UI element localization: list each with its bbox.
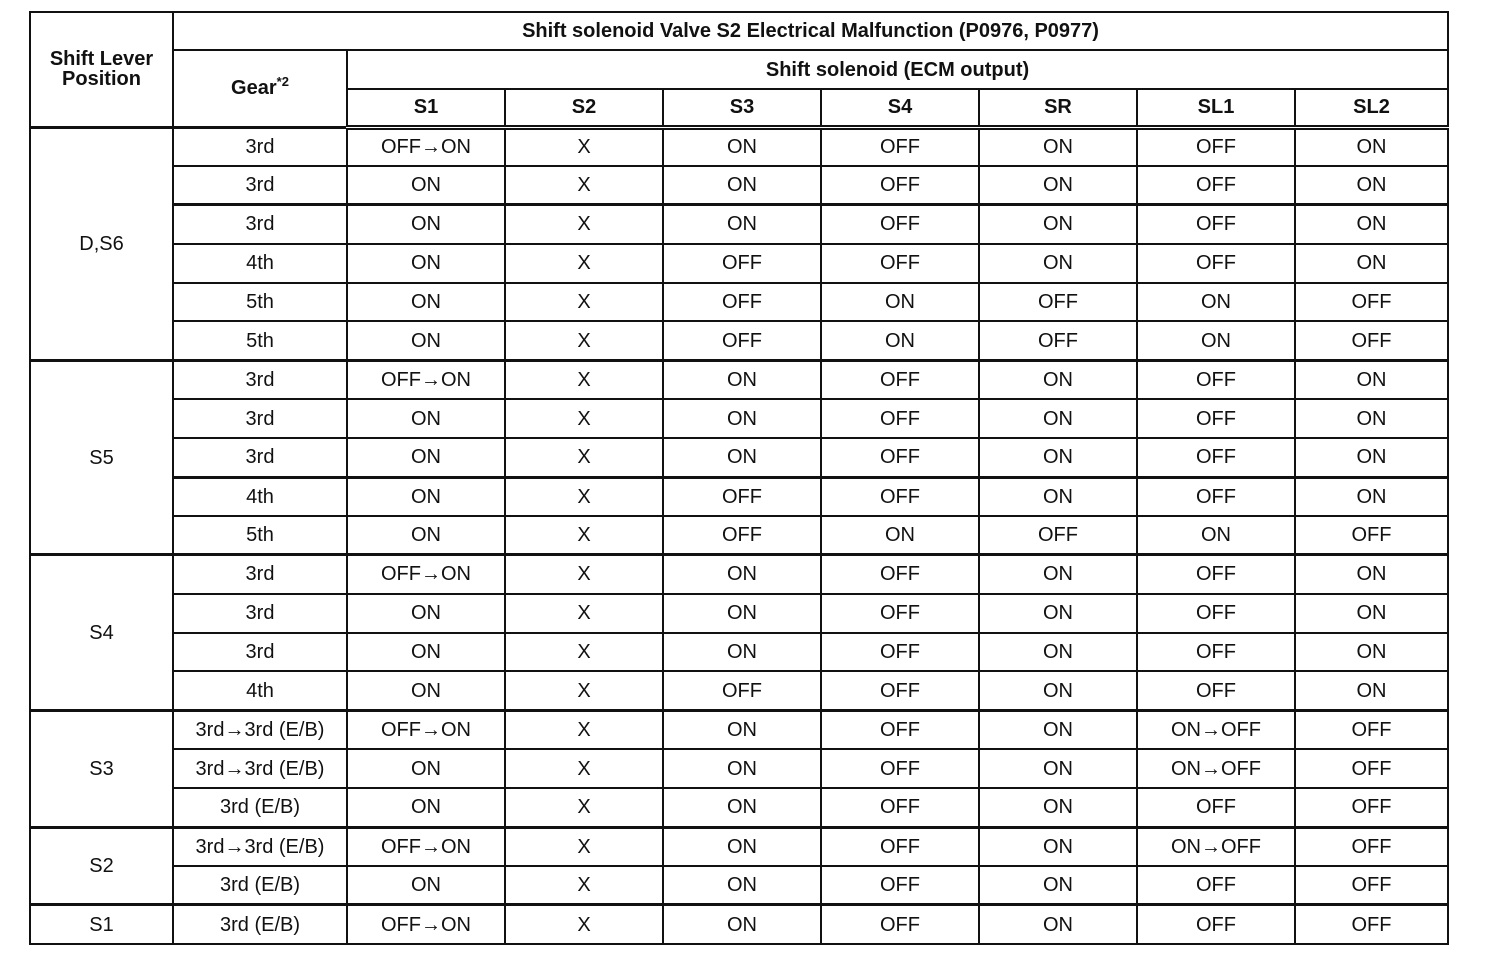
solenoid-s3-cell: ON [663, 788, 821, 827]
solenoid-s3-cell: OFF [663, 321, 821, 360]
solenoid-s2-cell: X [505, 399, 663, 438]
solenoid-s3-cell: OFF [663, 671, 821, 710]
shift-lever-position: S4 [30, 555, 173, 711]
solenoid-s4-cell: OFF [821, 749, 979, 788]
solenoid-sl1-cell: OFF [1137, 399, 1295, 438]
solenoid-sl2-cell: ON [1295, 360, 1448, 399]
solenoid-s1-cell: ON [347, 749, 505, 788]
solenoid-sl1-cell: OFF [1137, 671, 1295, 710]
solenoid-sl2-cell: ON [1295, 244, 1448, 283]
solenoid-sr-cell: ON [979, 749, 1137, 788]
solenoid-s2-cell: X [505, 205, 663, 244]
solenoid-s1-cell: OFF→ON [347, 555, 505, 594]
table-row [30, 516, 1448, 555]
table-header [30, 12, 1448, 127]
gear-cell: 3rd [173, 205, 347, 244]
solenoid-sl1-cell: OFF [1137, 594, 1295, 633]
table-row [30, 710, 1448, 749]
gear-cell: 3rd (E/B) [173, 905, 347, 944]
solenoid-sl1-cell: OFF [1137, 166, 1295, 205]
solenoid-sr-cell: ON [979, 477, 1137, 516]
solenoid-sr-cell: ON [979, 788, 1137, 827]
solenoid-s2-cell: X [505, 671, 663, 710]
solenoid-s2-cell: X [505, 477, 663, 516]
solenoid-sl2-cell: ON [1295, 594, 1448, 633]
gear-cell: 5th [173, 321, 347, 360]
gear-cell: 4th [173, 244, 347, 283]
solenoid-sl2-cell: ON [1295, 438, 1448, 477]
solenoid-sl2-cell: OFF [1295, 749, 1448, 788]
solenoid-s1-cell: ON [347, 633, 505, 672]
gear-label: Gear [231, 77, 277, 100]
solenoid-sl2-cell: OFF [1295, 788, 1448, 827]
solenoid-s3-cell: ON [663, 205, 821, 244]
gear-cell: 3rd [173, 555, 347, 594]
solenoid-s1-cell: ON [347, 671, 505, 710]
solenoid-sl2-cell: OFF [1295, 516, 1448, 555]
solenoid-sr-cell: ON [979, 827, 1137, 866]
solenoid-sr-cell: ON [979, 905, 1137, 944]
solenoid-s1-cell: OFF→ON [347, 827, 505, 866]
solenoid-s2-cell: X [505, 594, 663, 633]
table-title: Shift solenoid Valve S2 Electrical Malfunction (P0976, P0977) [173, 12, 1448, 50]
shift-lever-position-header [30, 12, 173, 127]
solenoid-s3-cell: ON [663, 866, 821, 905]
shift-lever-position: S3 [30, 710, 173, 827]
shift-lever-position: S2 [30, 827, 173, 905]
solenoid-s2-cell: X [505, 127, 663, 166]
solenoid-s3-cell: ON [663, 438, 821, 477]
solenoid-s2-cell: X [505, 283, 663, 322]
position-label-line1: Shift Lever [49, 48, 154, 71]
solenoid-sr-cell: OFF [979, 321, 1137, 360]
solenoid-sr-cell: ON [979, 633, 1137, 672]
gear-cell: 3rd (E/B) [173, 788, 347, 827]
gear-cell: 3rd→3rd (E/B) [173, 749, 347, 788]
solenoid-s4-cell: OFF [821, 788, 979, 827]
solenoid-sl1-cell: OFF [1137, 905, 1295, 944]
solenoid-sr-cell: ON [979, 244, 1137, 283]
solenoid-s4-cell: OFF [821, 399, 979, 438]
solenoid-s4-cell: OFF [821, 166, 979, 205]
gear-cell: 3rd [173, 166, 347, 205]
solenoid-s1-cell: OFF→ON [347, 127, 505, 166]
solenoid-s3-cell: ON [663, 710, 821, 749]
solenoid-sr-cell: ON [979, 555, 1137, 594]
solenoid-s2-cell: X [505, 710, 663, 749]
solenoid-s1-cell: ON [347, 166, 505, 205]
table-row [30, 749, 1448, 788]
solenoid-s4-cell: OFF [821, 827, 979, 866]
solenoid-sl2-cell: ON [1295, 205, 1448, 244]
solenoid-sr-cell: ON [979, 360, 1137, 399]
solenoid-sl1-cell: OFF [1137, 866, 1295, 905]
solenoid-s2-cell: X [505, 166, 663, 205]
solenoid-s2-cell: X [505, 905, 663, 944]
solenoid-sl1-cell: OFF [1137, 788, 1295, 827]
solenoid-s2-cell: X [505, 321, 663, 360]
solenoid-s3-cell: OFF [663, 477, 821, 516]
solenoid-sl1-cell: OFF [1137, 633, 1295, 672]
solenoid-s1-cell: ON [347, 205, 505, 244]
solenoid-table [29, 11, 1449, 945]
table-row [30, 360, 1448, 399]
gear-cell: 3rd [173, 127, 347, 166]
solenoid-s2-cell: X [505, 244, 663, 283]
solenoid-s4-cell: OFF [821, 671, 979, 710]
solenoid-s4-cell: OFF [821, 866, 979, 905]
table-row [30, 166, 1448, 205]
solenoid-s3-cell: ON [663, 360, 821, 399]
solenoid-sl2-cell: ON [1295, 399, 1448, 438]
table-row [30, 127, 1448, 166]
solenoid-s1-cell: OFF→ON [347, 905, 505, 944]
solenoid-s1-cell: ON [347, 283, 505, 322]
solenoid-sr-cell: ON [979, 594, 1137, 633]
shift-lever-position: D,S6 [30, 127, 173, 360]
gear-cell: 3rd [173, 360, 347, 399]
solenoid-s3-cell: OFF [663, 283, 821, 322]
table-row [30, 788, 1448, 827]
solenoid-sl1-cell: ON [1137, 283, 1295, 322]
solenoid-s3-cell: ON [663, 749, 821, 788]
solenoid-s4-cell: OFF [821, 205, 979, 244]
solenoid-sl2-cell: ON [1295, 633, 1448, 672]
solenoid-sl1-cell: ON→OFF [1137, 710, 1295, 749]
solenoid-s3-cell: ON [663, 827, 821, 866]
solenoid-s3-cell: ON [663, 594, 821, 633]
gear-cell: 3rd [173, 399, 347, 438]
solenoid-sl2-cell: ON [1295, 477, 1448, 516]
table-body [30, 127, 1448, 944]
table-row [30, 438, 1448, 477]
solenoid-sl1-cell: OFF [1137, 477, 1295, 516]
table-row [30, 827, 1448, 866]
solenoid-sr-cell: ON [979, 205, 1137, 244]
solenoid-s2-cell: X [505, 438, 663, 477]
solenoid-s4-cell: OFF [821, 438, 979, 477]
solenoid-sr-cell: ON [979, 438, 1137, 477]
solenoid-s1-cell: ON [347, 594, 505, 633]
solenoid-s4-cell: OFF [821, 555, 979, 594]
solenoid-sl2-cell: ON [1295, 127, 1448, 166]
solenoid-s3-cell: ON [663, 555, 821, 594]
gear-header [173, 50, 347, 127]
column-header-s1: S1 [347, 89, 505, 127]
solenoid-sl2-cell: OFF [1295, 866, 1448, 905]
solenoid-sl2-cell: OFF [1295, 905, 1448, 944]
solenoid-sl1-cell: OFF [1137, 205, 1295, 244]
solenoid-group-header: Shift solenoid (ECM output) [347, 50, 1448, 89]
table-row [30, 244, 1448, 283]
solenoid-s4-cell: OFF [821, 477, 979, 516]
solenoid-s1-cell: ON [347, 788, 505, 827]
solenoid-s2-cell: X [505, 788, 663, 827]
table-row [30, 671, 1448, 710]
column-header-sr: SR [979, 89, 1137, 127]
table-row [30, 555, 1448, 594]
solenoid-s4-cell: OFF [821, 633, 979, 672]
table-row [30, 321, 1448, 360]
solenoid-s3-cell: ON [663, 399, 821, 438]
solenoid-s3-cell: ON [663, 127, 821, 166]
solenoid-sr-cell: OFF [979, 516, 1137, 555]
solenoid-s4-cell: OFF [821, 905, 979, 944]
solenoid-s1-cell: OFF→ON [347, 360, 505, 399]
table-row [30, 594, 1448, 633]
gear-cell: 4th [173, 477, 347, 516]
solenoid-s2-cell: X [505, 360, 663, 399]
solenoid-sl2-cell: ON [1295, 555, 1448, 594]
solenoid-sl2-cell: OFF [1295, 321, 1448, 360]
solenoid-sl1-cell: OFF [1137, 438, 1295, 477]
table-row [30, 205, 1448, 244]
solenoid-s1-cell: ON [347, 244, 505, 283]
solenoid-sr-cell: ON [979, 671, 1137, 710]
solenoid-sl1-cell: ON→OFF [1137, 749, 1295, 788]
solenoid-s2-cell: X [505, 827, 663, 866]
column-header-sl1: SL1 [1137, 89, 1295, 127]
solenoid-sl1-cell: ON [1137, 516, 1295, 555]
solenoid-s4-cell: OFF [821, 244, 979, 283]
solenoid-s4-cell: OFF [821, 360, 979, 399]
column-header-sl2: SL2 [1295, 89, 1448, 127]
solenoid-sr-cell: ON [979, 866, 1137, 905]
table-row [30, 866, 1448, 905]
solenoid-s1-cell: ON [347, 866, 505, 905]
solenoid-sr-cell: ON [979, 710, 1137, 749]
solenoid-s4-cell: OFF [821, 594, 979, 633]
solenoid-s3-cell: ON [663, 633, 821, 672]
column-header-s2: S2 [505, 89, 663, 127]
solenoid-sl2-cell: OFF [1295, 283, 1448, 322]
gear-cell: 4th [173, 671, 347, 710]
solenoid-sl2-cell: OFF [1295, 710, 1448, 749]
solenoid-s3-cell: OFF [663, 244, 821, 283]
solenoid-sr-cell: ON [979, 166, 1137, 205]
column-header-s3: S3 [663, 89, 821, 127]
solenoid-s4-cell: ON [821, 321, 979, 360]
table-row [30, 477, 1448, 516]
solenoid-sl1-cell: OFF [1137, 555, 1295, 594]
solenoid-sl1-cell: OFF [1137, 244, 1295, 283]
solenoid-s1-cell: ON [347, 321, 505, 360]
solenoid-s4-cell: ON [821, 283, 979, 322]
solenoid-sl1-cell: ON→OFF [1137, 827, 1295, 866]
gear-cell: 3rd [173, 438, 347, 477]
column-header-s4: S4 [821, 89, 979, 127]
solenoid-sr-cell: OFF [979, 283, 1137, 322]
solenoid-sl2-cell: ON [1295, 671, 1448, 710]
gear-footnote-mark: *2 [276, 74, 289, 90]
solenoid-s2-cell: X [505, 633, 663, 672]
table-row [30, 905, 1448, 944]
solenoid-s1-cell: ON [347, 399, 505, 438]
gear-cell: 3rd→3rd (E/B) [173, 827, 347, 866]
shift-lever-position: S5 [30, 360, 173, 554]
solenoid-s2-cell: X [505, 555, 663, 594]
shift-lever-position: S1 [30, 905, 173, 944]
solenoid-s3-cell: ON [663, 166, 821, 205]
gear-cell: 3rd (E/B) [173, 866, 347, 905]
solenoid-sl1-cell: ON [1137, 321, 1295, 360]
table-row [30, 283, 1448, 322]
solenoid-sl1-cell: OFF [1137, 127, 1295, 166]
table-row [30, 399, 1448, 438]
solenoid-s1-cell: OFF→ON [347, 710, 505, 749]
solenoid-s2-cell: X [505, 516, 663, 555]
solenoid-sl1-cell: OFF [1137, 360, 1295, 399]
gear-cell: 5th [173, 516, 347, 555]
gear-cell: 3rd→3rd (E/B) [173, 710, 347, 749]
gear-cell: 3rd [173, 594, 347, 633]
solenoid-s2-cell: X [505, 866, 663, 905]
solenoid-sr-cell: ON [979, 127, 1137, 166]
solenoid-s1-cell: ON [347, 516, 505, 555]
solenoid-s3-cell: OFF [663, 516, 821, 555]
solenoid-s1-cell: ON [347, 438, 505, 477]
solenoid-s1-cell: ON [347, 477, 505, 516]
position-label-line2: Position [62, 68, 141, 91]
solenoid-s4-cell: OFF [821, 710, 979, 749]
gear-cell: 5th [173, 283, 347, 322]
table-row [30, 633, 1448, 672]
solenoid-s4-cell: OFF [821, 127, 979, 166]
solenoid-sl2-cell: ON [1295, 166, 1448, 205]
solenoid-s2-cell: X [505, 749, 663, 788]
solenoid-s3-cell: ON [663, 905, 821, 944]
gear-cell: 3rd [173, 633, 347, 672]
solenoid-sl2-cell: OFF [1295, 827, 1448, 866]
solenoid-sr-cell: ON [979, 399, 1137, 438]
solenoid-s4-cell: ON [821, 516, 979, 555]
